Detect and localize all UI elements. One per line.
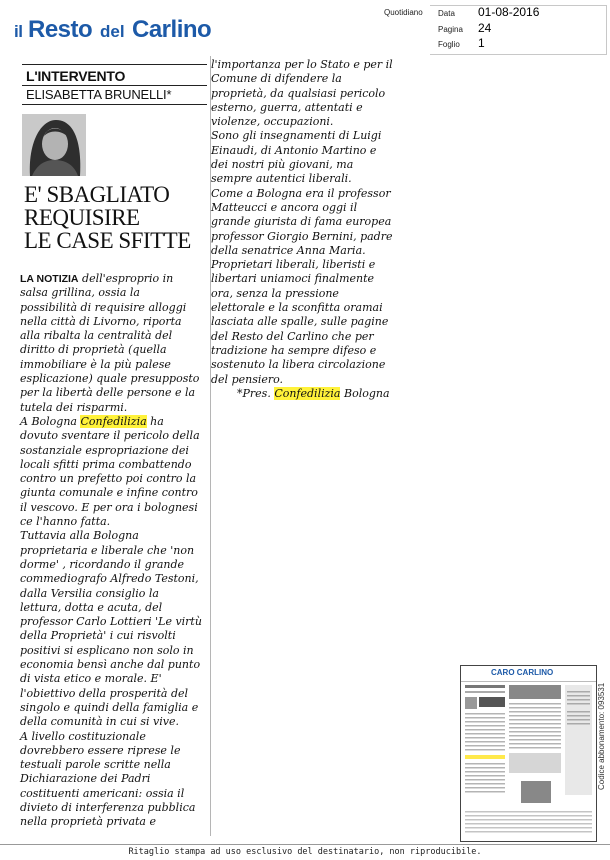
text-line: Sono gli insegnamenti di Luigi bbox=[211, 129, 382, 143]
top-rule bbox=[22, 64, 207, 65]
text-line: il vescovo. E per ora i bolognesi bbox=[20, 500, 198, 514]
text-line: sempre autentici liberali. bbox=[211, 172, 352, 186]
text-line: sostenuto la libera circolazione bbox=[211, 358, 386, 372]
text-line: l'obiettivo della prosperità del bbox=[20, 686, 189, 700]
text-line: della senatrice Anna Maria. bbox=[211, 243, 366, 257]
signature-suffix: Bologna bbox=[343, 386, 390, 400]
highlighted-term: Confedilizia bbox=[80, 414, 147, 428]
text-line: dalla Versilia consiglio la bbox=[20, 586, 159, 600]
text-line: lasciata alle spalle, sulle pagine bbox=[211, 315, 389, 329]
text-line: violenze, occupazioni. bbox=[211, 115, 334, 129]
text-line: lettura, dotta e acuta, del bbox=[20, 600, 163, 614]
text-line: professor Carlo Lottieri 'Le virtù bbox=[20, 615, 202, 629]
text-line: singolo e quindi della famiglia e bbox=[20, 700, 199, 714]
text-line bbox=[20, 415, 210, 429]
text-line: dovuto sventare il pericolo della bbox=[20, 429, 200, 443]
text-line: Dichiarazione dei Padri bbox=[20, 772, 151, 786]
text-line: locali sfitti prima combattendo bbox=[20, 457, 192, 471]
text-fragment: A Bologna bbox=[20, 414, 77, 428]
date-label: Data bbox=[438, 9, 455, 18]
text-line: diritto di proprietà (quella bbox=[20, 343, 167, 357]
text-line: Matteucci e ancora oggi il bbox=[211, 200, 358, 214]
text-line: nella città di Livorno, riporta bbox=[20, 314, 182, 328]
thumbnail-page-icon bbox=[461, 681, 596, 841]
logo-carlino: Carlino bbox=[132, 16, 212, 43]
text-fragment: ha bbox=[150, 414, 164, 428]
text-line: Tuttavia alla Bologna bbox=[20, 529, 139, 543]
text-line: elettorale e la sconfitta oramai bbox=[211, 301, 383, 315]
author-name: ELISABETTA BRUNELLI* bbox=[26, 87, 172, 102]
text-line: professor Giorgio Bernini, padre bbox=[211, 229, 393, 243]
text-line: positivi si esplicano non solo in bbox=[20, 643, 194, 657]
text-line bbox=[20, 272, 210, 286]
logo-il: il bbox=[14, 22, 23, 41]
article-column-1 bbox=[20, 272, 210, 830]
section-kicker: L'INTERVENTO bbox=[26, 68, 126, 84]
text-line: ora, senza la pressione bbox=[211, 286, 339, 300]
text-line: costituenti americani: ossia il bbox=[20, 786, 185, 800]
text-line: dorme' , ricordando il grande bbox=[20, 557, 185, 571]
text-line: sostanziale espropriazione dei bbox=[20, 443, 189, 457]
author-signature bbox=[211, 386, 390, 401]
page-value: 24 bbox=[478, 21, 492, 35]
newspaper-logo bbox=[14, 10, 214, 46]
text-line: per la libertà delle persone e la bbox=[20, 386, 196, 400]
text-line: proprietaria e liberale che 'non bbox=[20, 543, 195, 557]
text-line: tradizione ha sempre difeso e bbox=[211, 343, 377, 357]
text-line: del Resto del Carlino che per bbox=[211, 329, 374, 343]
thumbnail-title: CARO CARLINO bbox=[491, 668, 554, 677]
signature-prefix: *Pres. bbox=[237, 386, 271, 400]
logo-del: del bbox=[100, 22, 125, 41]
text-line: Proprietari liberali, liberisti e bbox=[211, 258, 376, 272]
text-line: esterno, guerra, attentati e bbox=[211, 100, 363, 114]
lead-label: LA NOTIZIA bbox=[20, 273, 79, 285]
headline-line-3: LE CASE SFITTE bbox=[24, 228, 191, 253]
author-rule bbox=[22, 104, 207, 105]
publication-type: Quotidiano bbox=[384, 8, 423, 17]
text-line: della Proprietà' i cui risvolti bbox=[20, 629, 176, 643]
text-line: proprietà, da qualsiasi pericolo bbox=[211, 86, 386, 100]
headline-line-1: E' SBAGLIATO bbox=[24, 182, 170, 207]
highlighted-term: Confedilizia bbox=[274, 386, 341, 400]
author-photo bbox=[22, 114, 86, 176]
text-line: salsa grillina, ossia la bbox=[20, 286, 140, 300]
date-value: 01-08-2016 bbox=[478, 5, 540, 19]
text-line: dei nostri più giovani, ma bbox=[211, 158, 354, 172]
text-line: contro un prefetto poi contro la bbox=[20, 472, 197, 486]
text-line: possibilità di requisire alloggi bbox=[20, 300, 187, 314]
text-line: alla ribalta la centralità del bbox=[20, 329, 173, 343]
text-line: grande giurista di fama europea bbox=[211, 215, 392, 229]
logo-resto: Resto bbox=[28, 16, 93, 43]
text-line: del pensiero. bbox=[211, 372, 284, 386]
footer-notice: Ritaglio stampa ad uso esclusivo del destinatario, non riproducibile. bbox=[0, 844, 610, 859]
text-line: dovrebbero essere riprese le bbox=[20, 743, 181, 757]
text-fragment: dell'esproprio in bbox=[82, 272, 174, 285]
text-line: giunta comunale e infine contro bbox=[20, 486, 198, 500]
sheet-label: Foglio bbox=[438, 40, 460, 49]
text-line: A livello costituzionale bbox=[20, 729, 146, 743]
text-line: testuali parole scritte nella bbox=[20, 758, 171, 772]
text-line: ce l'hanno fatta. bbox=[20, 515, 111, 529]
text-line: commediografo Alfredo Testoni, bbox=[20, 572, 199, 586]
kicker-rule bbox=[22, 85, 207, 86]
page-thumbnail bbox=[460, 665, 597, 842]
text-line: nella proprietà privata e bbox=[20, 815, 156, 829]
text-line: tutela dei risparmi. bbox=[20, 400, 128, 414]
text-line: esplicazione) quale presupposto bbox=[20, 372, 200, 386]
text-line: divieto di interferenza pubblica bbox=[20, 800, 196, 814]
headline-line-2: REQUISIRE bbox=[24, 205, 140, 230]
thumbnail-header bbox=[461, 666, 596, 682]
article-headline bbox=[24, 183, 204, 252]
text-line: economia bensì anche dal punto bbox=[20, 658, 201, 672]
text-line: Einaudi, di Antonio Martino e bbox=[211, 143, 377, 157]
text-line: di vista etico e morale. E' bbox=[20, 672, 162, 686]
subscription-code: Codice abbonamento: 093531 bbox=[597, 682, 606, 790]
text-line: della comunità in cui si vive. bbox=[20, 715, 179, 729]
text-line: libertari uniamoci finalmente bbox=[211, 272, 375, 286]
text-line: Comune di difendere la bbox=[211, 72, 342, 86]
text-line: immobiliare è la più palese bbox=[20, 357, 171, 371]
text-line: l'importanza per lo Stato e per il bbox=[211, 58, 393, 71]
sheet-value: 1 bbox=[478, 36, 485, 50]
page-label: Pagina bbox=[438, 25, 463, 34]
text-line: Come a Bologna era il professor bbox=[211, 186, 391, 200]
article-column-2 bbox=[211, 58, 393, 401]
